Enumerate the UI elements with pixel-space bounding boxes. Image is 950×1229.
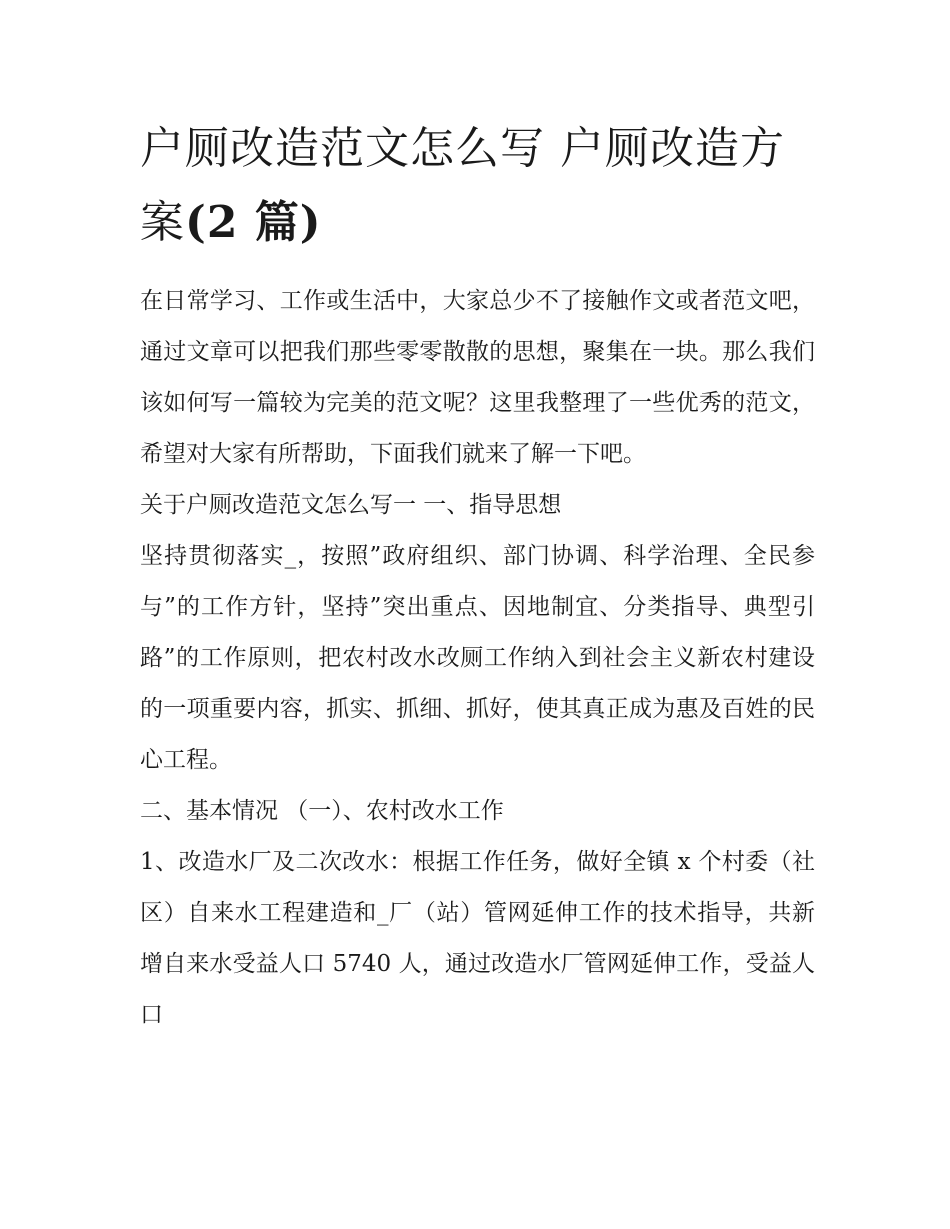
document-title-suffix: (2 篇) — [185, 197, 322, 248]
intro-paragraph: 在日常学习、工作或生活中，大家总少不了接触作文或者范文吧，通过文章可以把我们那些零零散散的思想，聚集在一块。那么我们该如何写一篇较为完美的范文呢？这里我整理了一些优秀的范文，希望对大家有所帮助，下面我们就来了解一下吧。 — [140, 288, 815, 467]
document-title — [140, 112, 815, 260]
guiding-ideology-paragraph: 坚持贯彻落实_，按照”政府组织、部门协调、科学治理、全民参与”的工作方针，坚持”突出重点、因地制宜、分类指导、典型引路”的工作原则，把农村改水改厕工作纳入到社会主义新农村建设的一项重要内容，抓实、抓细、抓好，使其真正成为惠及百姓的民心工程。 — [140, 543, 815, 773]
document-title-main: 户厕改造范文怎么写 户厕改造方案 — [140, 123, 785, 248]
document-body — [140, 276, 815, 1041]
water-reform-paragraph: 1、改造水厂及二次改水：根据工作任务，做好全镇 x 个村委（社区）自来水工程建造和_厂（站）管网延伸工作的技术指导，共新增自来水受益人口 5740 人，通过改造水厂管网延伸工作，受益人口 — [140, 849, 815, 1028]
section-heading-guiding-ideology: 关于户厕改造范文怎么写一 一、指导思想 — [140, 492, 562, 518]
section-heading-basic-situation: 二、基本情况 （一）、农村改水工作 — [140, 798, 504, 824]
document-page — [140, 112, 815, 1041]
